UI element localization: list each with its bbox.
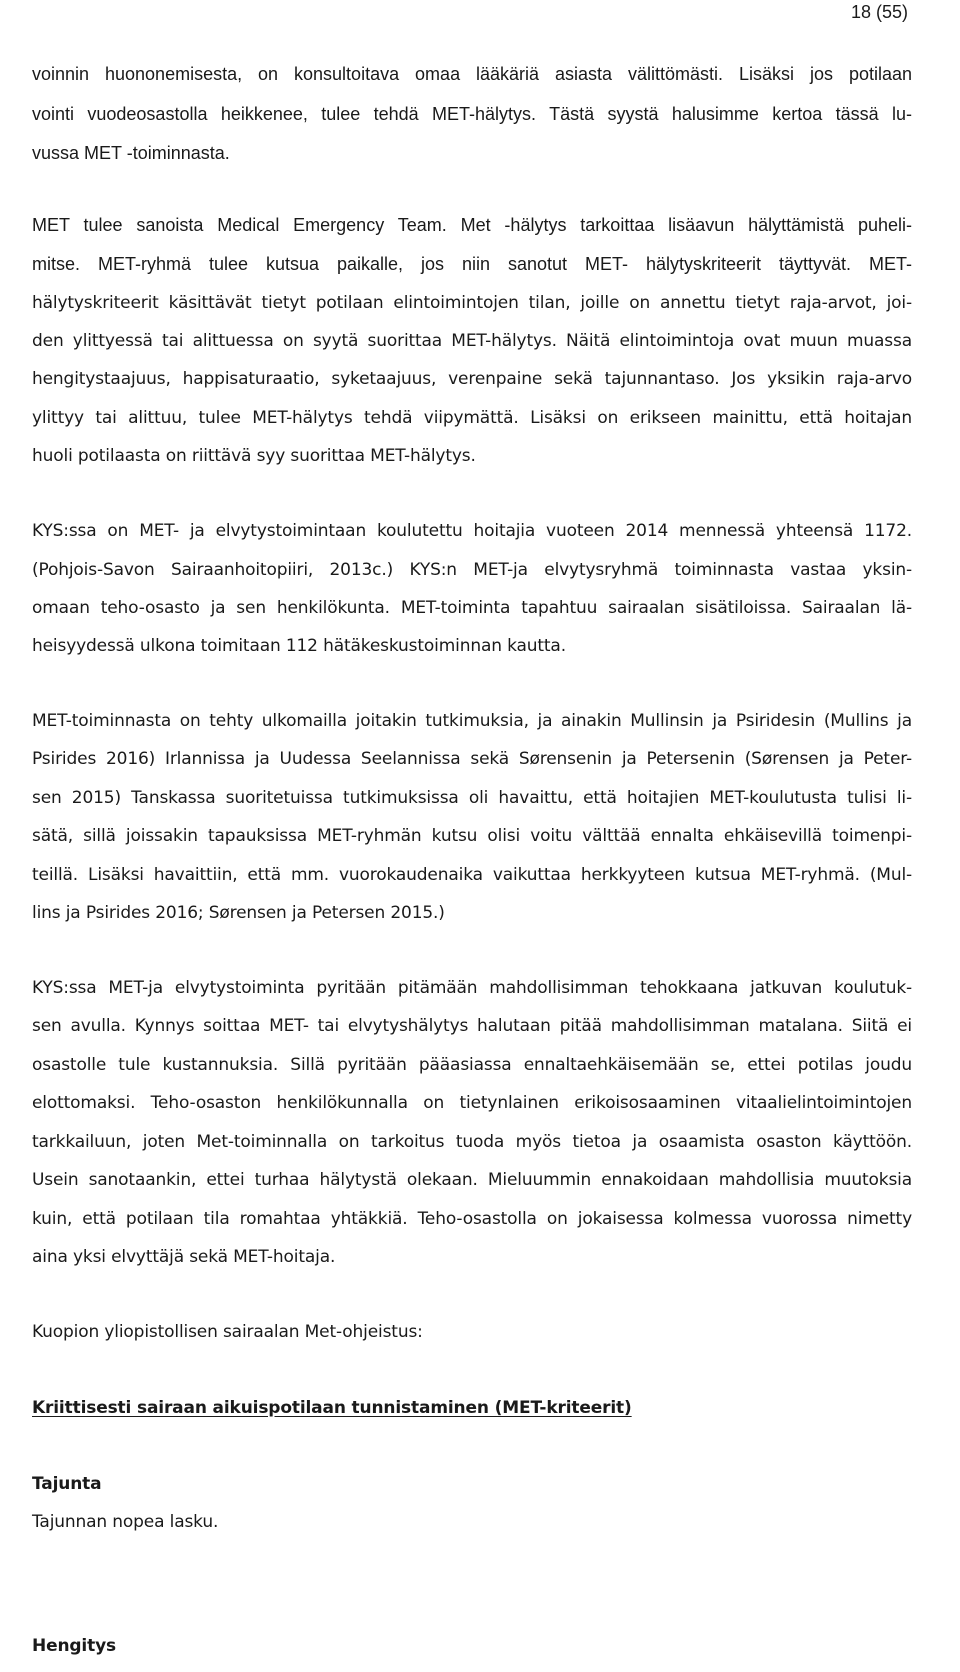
paragraph-5-line-5: tarkkailuun, joten Met-toiminnalla on tarkoitus tuoda myös tietoa ja osaamista osaston käyttöön. — [32, 1132, 912, 1152]
instructions-intro: Kuopion yliopistollisen sairaalan Met-ohjeistus: — [32, 1322, 423, 1342]
paragraph-4-line-5: teillä. Lisäksi havaittiin, että mm. vuorokaudenaika vaikuttaa herkkyyteen kutsua MET-ryhmä. (Mul- — [32, 865, 912, 885]
paragraph-2-line-5: hengitystaajuus, happisaturaatio, syketaajuus, verenpaine sekä tajunnantaso. Jos yksikin raja-arvo — [32, 369, 912, 389]
paragraph-2-line-1: MET tulee sanoista Medical Emergency Team. Met -hälytys tarkoittaa lisäavun hälyttämistä puheli- — [32, 215, 912, 235]
section-title-hengitys: Hengitys — [32, 1636, 116, 1656]
paragraph-3-line-3: omaan teho-osasto ja sen henkilökunta. MET-toiminta tapahtuu sairaalan sisätiloissa. Sairaalan lä- — [32, 598, 912, 618]
section-text-tajunta: Tajunnan nopea lasku. — [32, 1512, 219, 1532]
paragraph-3-line-4: heisyydessä ulkona toimitaan 112 hätäkeskustoiminnan kautta. — [32, 636, 566, 656]
paragraph-2-line-7: huoli potilaasta on riittävä syy suorittaa MET-hälytys. — [32, 446, 476, 466]
criteria-heading: Kriittisesti sairaan aikuispotilaan tunnistaminen (MET-kriteerit) — [32, 1398, 632, 1418]
paragraph-4-line-3: sen 2015) Tanskassa suoritetuissa tutkimuksissa oli havaittu, että hoitajien MET-koulutusta tulisi li- — [32, 788, 912, 808]
paragraph-5-line-6: Usein sanotaankin, ettei turhaa hälytystä olekaan. Mieluummin ennakoidaan mahdollisia muutoksia — [32, 1170, 912, 1190]
paragraph-2-line-4: den ylittyessä tai alittuessa on syytä suorittaa MET-hälytys. Näitä elintoimintoja ovat muun muassa — [32, 331, 912, 351]
paragraph-2-line-6: ylittyy tai alittuu, tulee MET-hälytys tehdä viipymättä. Lisäksi on erikseen mainittu, että hoitajan — [32, 408, 912, 428]
section-title-tajunta: Tajunta — [32, 1474, 102, 1494]
paragraph-5-line-4: elottomaksi. Teho-osaston henkilökunnalla on tietynlainen erikoisosaaminen vitaalielintoimintojen — [32, 1093, 912, 1113]
paragraph-5-line-3: osastolle tule kustannuksia. Sillä pyritään pääasiassa ennaltaehkäisemään se, ettei potilas joudu — [32, 1055, 912, 1075]
paragraph-4-line-2: Psirides 2016) Irlannissa ja Uudessa Seelannissa sekä Sørensenin ja Petersenin (Sørensen ja Peter- — [32, 749, 912, 769]
page-number: 18 (55) — [850, 2, 908, 22]
paragraph-4-line-4: sätä, sillä joissakin tapauksissa MET-ryhmän kutsu olisi voitu välttää ennalta ehkäisevillä toimenpi- — [32, 826, 912, 846]
paragraph-2-line-3: hälytyskriteerit käsittävät tietyt potilaan elintoimintojen tilan, joille on annettu tietyt raja-arvot, joi- — [32, 293, 912, 313]
paragraph-3-line-2: (Pohjois-Savon Sairaanhoitopiiri, 2013c.) KYS:n MET-ja elvytysryhmä toiminnasta vastaa yksin- — [32, 560, 912, 580]
paragraph-5-line-1: KYS:ssa MET-ja elvytystoiminta pyritään pitämään mahdollisimman tehokkaana jatkuvan koulutuk- — [32, 978, 912, 998]
paragraph-5-line-8: aina yksi elvyttäjä sekä MET-hoitaja. — [32, 1247, 336, 1267]
paragraph-1-line-2: vointi vuodeosastolla heikkenee, tulee tehdä MET-hälytys. Tästä syystä halusimme kertoa tässä lu- — [32, 104, 912, 124]
paragraph-1-line-3: vussa MET -toiminnasta. — [32, 143, 230, 163]
paragraph-5-line-7: kuin, että potilaan tila romahtaa yhtäkkiä. Teho-osastolla on jokaisessa kolmessa vuorossa nimetty — [32, 1209, 912, 1229]
paragraph-3-line-1: KYS:ssa on MET- ja elvytystoimintaan koulutettu hoitajia vuoteen 2014 mennessä yhteensä 1172. — [32, 521, 912, 541]
paragraph-2-line-2: mitse. MET-ryhmä tulee kutsua paikalle, jos niin sanotut MET- hälytyskriteerit täyttyvät. MET- — [32, 254, 912, 274]
paragraph-5-line-2: sen avulla. Kynnys soittaa MET- tai elvytyshälytys halutaan pitää mahdollisimman matalana. Siitä ei — [32, 1016, 912, 1036]
paragraph-4-line-1: MET-toiminnasta on tehty ulkomailla joitakin tutkimuksia, ja ainakin Mullinsin ja Psiridesin (Mullins ja — [32, 711, 912, 731]
paragraph-1-line-1: voinnin huononemisesta, on konsultoitava omaa lääkäriä asiasta välittömästi. Lisäksi jos potilaan — [32, 64, 912, 84]
paragraph-4-line-6: lins ja Psirides 2016; Sørensen ja Petersen 2015.) — [32, 903, 445, 923]
